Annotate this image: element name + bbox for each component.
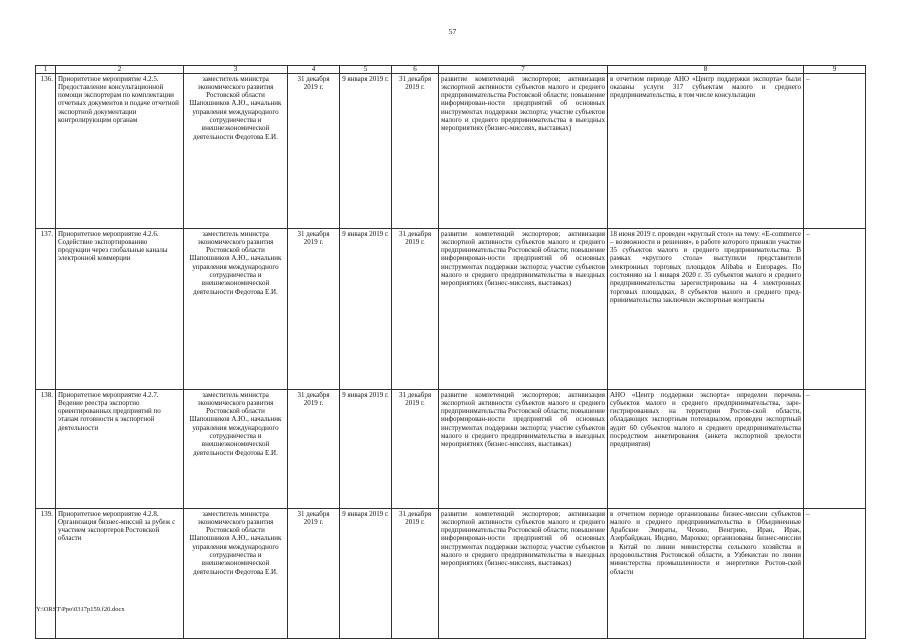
responsible-persons: заместитель министра экономического развития Ростовской области Шапошников А.Ю., начальник управления международного сотрудничества и внешнеэкономической деятельности Федотова Е.И. bbox=[184, 229, 288, 390]
actual-start-date: 9 января 2019 г. bbox=[340, 74, 392, 229]
row-number: 137. bbox=[36, 229, 56, 390]
event-name: Приоритетное мероприятие 4.2.7. Ведение реестра экспортно ориентированных предприятий по этапам готовности к экспортной деятельности bbox=[56, 390, 184, 509]
table-header-row bbox=[36, 66, 866, 74]
row-number: 136. bbox=[36, 74, 56, 229]
expected-result: развитие компетенций экспортеров; активизация экспортной активности субъектов малого и среднего предпринимательства Ростовской области; повышение информирован-ности предприятий об основных инструментах поддержки экспорта; участие субъектов малого и среднего предпринимательства в выездных мероприятиях (бизнес-миссиях, выставках) bbox=[439, 390, 608, 509]
responsible-persons: заместитель министра экономического развития Ростовской области Шапошников А.Ю., начальник управления международного сотрудничества и внешнеэкономической деятельности Федотова Е.И. bbox=[184, 509, 288, 639]
note: – bbox=[804, 74, 866, 229]
note: – bbox=[804, 509, 866, 639]
planned-date: 31 декабря 2019 г. bbox=[288, 74, 340, 229]
expected-result: развитие компетенций экспортеров; активизация экспортной активности субъектов малого и среднего предпринимательства Ростовской области; повышение информирован-ности предприятий об основных инструментах поддержки экспорта; участие субъектов малого и среднего предпринимательства в выездных мероприятиях (бизнес-миссиях, выставках) bbox=[439, 229, 608, 390]
actual-end-date: 31 декабря 2019 г. bbox=[392, 509, 439, 639]
note: – bbox=[804, 390, 866, 509]
expected-result: развитие компетенций экспортеров; активизация экспортной активности субъектов малого и среднего предпринимательства Ростовской области; повышение информирован-ности предприятий об основных инструментах поддержки экспорта; участие субъектов малого и среднего предпринимательства в выездных мероприятиях (бизнес-миссиях, выставках) bbox=[439, 509, 608, 639]
planned-date: 31 декабря 2019 г. bbox=[288, 390, 340, 509]
note: – bbox=[804, 229, 866, 390]
table-row bbox=[36, 74, 866, 229]
table-row bbox=[36, 390, 866, 509]
actual-end-date: 31 декабря 2019 г. bbox=[392, 229, 439, 390]
expected-result: развитие компетенций экспортеров; активизация экспортной активности субъектов малого и среднего предпринимательства Ростовской области; повышение информирован-ности предприятий об основных инструментах поддержки экспорта; участие субъектов малого и среднего предпринимательства в выездных мероприятиях (бизнес-миссиях, выставках) bbox=[439, 74, 608, 229]
column-number: 3 bbox=[184, 66, 288, 74]
responsible-persons: заместитель министра экономического развития Ростовской области Шапошников А.Ю., начальник управления международного сотрудничества и внешнеэкономической деятельности Федотова Е.И. bbox=[184, 74, 288, 229]
event-name: Приоритетное мероприятие 4.2.5. Предоставление консультационной помощи экспортерам по комплектации отчетных документов и подаче отчетной экспортной документации контролирующим органам bbox=[56, 74, 184, 229]
actual-result: 18 июня 2019 г. проведен «круглый стол» на тему: «E-commerce – возможности и решения», в работе которого приняли участие 35 субъектов малого и среднего предпринимательства. В рамках «круглого стола» выступили представители электронных торговых площадок Alibaba и Europages. По состоянию на 1 января 2020 г. 35 субъектов малого и среднего предпринимательства зарегистрированы на 4 электронных торговых площадках, 8 субъектов малого и среднего пред-принимательства заключили экспортные контракты bbox=[608, 229, 804, 390]
actual-start-date: 9 января 2019 г. bbox=[340, 229, 392, 390]
row-number: 138. bbox=[36, 390, 56, 509]
column-number: 2 bbox=[56, 66, 184, 74]
actual-end-date: 31 декабря 2019 г. bbox=[392, 390, 439, 509]
event-name: Приоритетное мероприятие 4.2.8. Организация бизнес-миссий за рубеж с участием экспортеров Ростовской области bbox=[56, 509, 184, 639]
column-number: 1 bbox=[36, 66, 56, 74]
responsible-persons: заместитель министра экономического развития Ростовской области Шапошников А.Ю., начальник управления международного сотрудничества и внешнеэкономической деятельности Федотова Е.И. bbox=[184, 390, 288, 509]
row-number: 139. bbox=[36, 509, 56, 639]
actual-result: в отчетном периоде организованы бизнес-миссии субъектов малого и среднего предпринимательства в Объединенные Арабские Эмираты, Чехию, Венгрию, Иран, Ирак, Азербайджан, Индию, Марокко; организованы бизнес-миссии в Китай по линии министерства сельского хозяйства и продовольствия Ростовской области, в Узбекистан по линии министерства промышленности и энергетики Ростов-ской области bbox=[608, 509, 804, 639]
column-number: 7 bbox=[439, 66, 608, 74]
actual-result: в отчетном периоде АНО «Центр поддержки экспорта» были оказаны услуги 317 субъектам малого и среднего предпринимательства, в том числе консультации bbox=[608, 74, 804, 229]
actual-result: АНО «Центр поддержки экспорта» определен перечень субъектов малого и среднего предпринимательства, заре-гистрированных на территории Ростов-ской области, обладающих экспортным потенциалом, проведен экспортный аудит 60 субъектов малого и среднего предпринимательства посредством анкетирования (анкета экспортной зрелости предприятия) bbox=[608, 390, 804, 509]
actual-end-date: 31 декабря 2019 г. bbox=[392, 74, 439, 229]
column-number: 5 bbox=[340, 66, 392, 74]
column-number: 9 bbox=[804, 66, 866, 74]
column-number: 4 bbox=[288, 66, 340, 74]
report-table bbox=[35, 65, 866, 639]
actual-start-date: 9 января 2019 г. bbox=[340, 390, 392, 509]
planned-date: 31 декабря 2019 г. bbox=[288, 509, 340, 639]
page-number: 57 bbox=[448, 27, 457, 36]
column-number: 6 bbox=[392, 66, 439, 74]
table-row bbox=[36, 509, 866, 639]
actual-start-date: 9 января 2019 г. bbox=[340, 509, 392, 639]
planned-date: 31 декабря 2019 г. bbox=[288, 229, 340, 390]
footer-file-path: Y:\ORST\Ppo\0317p159.f20.docx bbox=[36, 606, 125, 613]
table-row bbox=[36, 229, 866, 390]
event-name: Приоритетное мероприятие 4.2.6. Содействие экспортированию продукции через глобальные каналы электронной коммерции bbox=[56, 229, 184, 390]
column-number: 8 bbox=[608, 66, 804, 74]
